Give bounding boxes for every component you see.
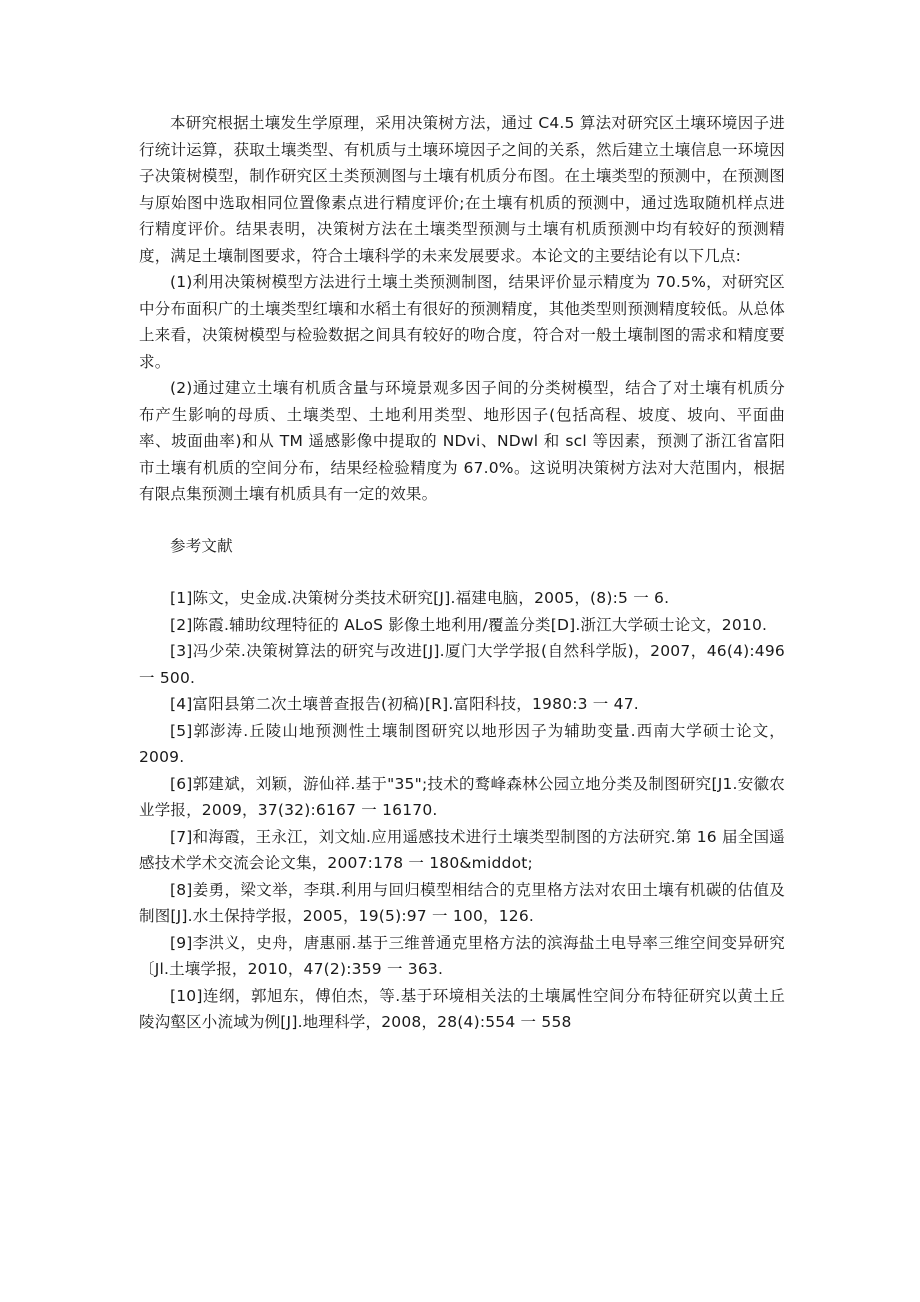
reference-item-3: [3]冯少荣.决策树算法的研究与改进[J].厦门大学学报(自然科学版)，2007，46(4):496 一 500. xyxy=(139,642,785,687)
body-paragraph-conclusion-1: (1)利用决策树模型方法进行土壤土类预测制图，结果评价显示精度为 70.5%，对研究区中分布面积广的土壤类型红壤和水稻土有很好的预测精度，其他类型则预测精度较低。从总体上来看，决策树模型与检验数据之间具有较好的吻合度，符合对一般土壤制图的需求和精度要求。 xyxy=(139,273,785,371)
reference-item-8: [8]姜勇，梁文举，李琪.利用与回归模型相结合的克里格方法对农田土壤有机碳的估值及制图[J].水土保持学报，2005，19(5):97 一 100，126. xyxy=(139,880,785,925)
document-content xyxy=(139,110,785,1036)
reference-item-9: [9]李洪义，史舟，唐惠丽.基于三维普通克里格方法的滨海盐土电导率三维空间变异研究〔Jl.土壤学报，2010，47(2):359 一 363. xyxy=(139,933,785,978)
reference-item-7: [7]和海霞，王永江，刘文灿.应用遥感技术进行土壤类型制图的方法研究.第 16 届全国遥感技术学术交流会论文集，2007:178 一 180&middot; xyxy=(139,827,785,872)
body-paragraph-summary: 本研究根据土壤发生学原理，采用决策树方法，通过 C4.5 算法对研究区土壤环境因子进行统计运算，获取土壤类型、有机质与土壤环境因子之间的关系，然后建立土壤信息一环境因子决策树模型，制作研究区土类预测图与土壤有机质分布图。在土壤类型的预测中，在预测图与原始图中选取相同位置像素点进行精度评价;在土壤有机质的预测中，通过选取随机样点进行精度评价。结果表明，决策树方法在土壤类型预测与土壤有机质预测中均有较好的预测精度，满足土壤制图要求，符合土壤科学的未来发展要求。本论文的主要结论有以下几点: xyxy=(139,114,785,265)
reference-item-6: [6]郭建斌，刘颖，游仙祥.基于"35";技术的鹜峰森林公园立地分类及制图研究[J1.安徽农业学报，2009，37(32):6167 一 16170. xyxy=(139,774,785,819)
reference-item-5: [5]郭澎涛.丘陵山地预测性土壤制图研究以地形因子为辅助变量.西南大学硕士论文，2009. xyxy=(139,721,785,766)
reference-item-10: [10]连纲，郭旭东，傅伯杰，等.基于环境相关法的土壤属性空间分布特征研究以黄土丘陵沟壑区小流域为例[J].地理科学，2008，28(4):554 一 558 xyxy=(139,986,785,1031)
references-list xyxy=(139,585,785,1036)
reference-item-1: [1]陈文，史金成.决策树分类技术研究[J].福建电脑，2005，(8):5 一 6. xyxy=(170,589,670,607)
reference-item-2: [2]陈霞.辅助纹理特征的 ALoS 影像土地利用/覆盖分类[D].浙江大学硕士论文，2010. xyxy=(170,615,768,634)
references-heading: 参考文献 xyxy=(170,536,233,555)
reference-item-4: [4]富阳县第二次土壤普查报告(初稿)[R].富阳科技，1980:3 一 47. xyxy=(170,695,639,713)
body-paragraph-conclusion-2: (2)通过建立土壤有机质含量与环境景观多因子间的分类树模型，结合了对土壤有机质分布产生影响的母质、土壤类型、土地利用类型、地形因子(包括高程、坡度、坡向、平面曲率、坡面曲率)和从 TM 遥感影像中提取的 NDvi、NDwl 和 scl 等因素，预测了浙江省富阳市土壤有机质的空间分布，结果经检验精度为 67.0%。这说明决策树方法对大范围内，根据有限点集预测土壤有机质具有一定的效果。 xyxy=(139,379,785,503)
